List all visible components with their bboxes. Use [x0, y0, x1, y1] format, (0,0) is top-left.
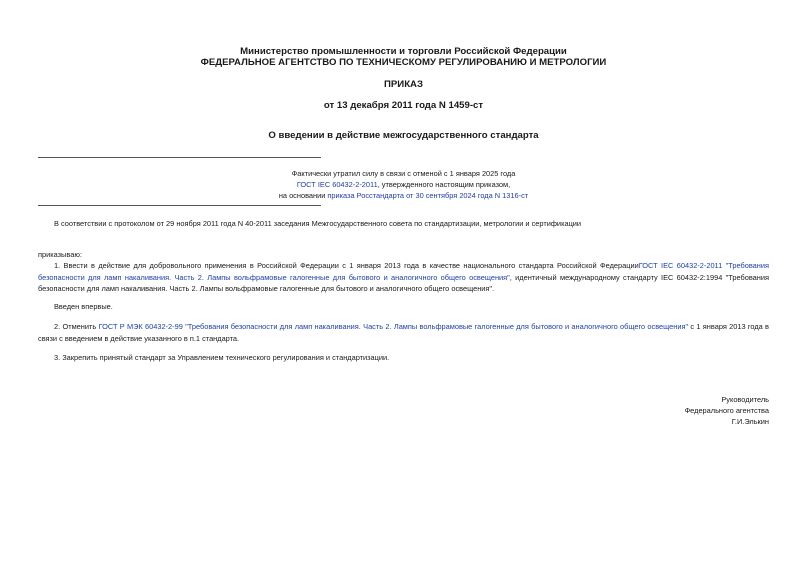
top-divider: [38, 157, 321, 158]
signature-name: Г.И.Элькин: [731, 417, 769, 426]
ministry-name: Министерство промышленности и торговли Российской Федерации: [240, 46, 567, 57]
gost-iec-60432-link[interactable]: ГОСТ IEC 60432-2-2011 "Требования безопасности для ламп накаливания. Часть 2. Лампы вольфрамовые галогенные для бытового и аналогичного общего освещения": [38, 261, 769, 282]
item-2-paragraph: [38, 321, 769, 344]
item-2-end: с 1 января 2013 года в связи с введением в действие указанного в п.1 стандарта.: [38, 322, 769, 343]
notice-line-2-text: , утвержденного настоящим приказом,: [377, 180, 511, 189]
preamble-paragraph: В соответствии с протоколом от 29 ноября 2011 года N 40-2011 заседания Межгосударственного совета по стандартизации, метрологии и сертификации: [54, 219, 582, 228]
item-3-paragraph: 3. Закрепить принятый стандарт за Управлением технического регулирования и стандартизации.: [54, 353, 390, 362]
item-1-start: 1. Ввести в действие для добровольного применения в Российской Федерации с 1 января 2013 года в качестве национального стандарта Российской Федерации: [54, 261, 639, 270]
item-1-end: , идентичный международному стандарту IEC 60432-2:1994 "Требования безопасности для ламп накаливания. Часть 2. Лампы вольфрамовые галогенные для бытового и аналогичного общего освещения".: [38, 272, 769, 293]
gost-iec-link[interactable]: ГОСТ IEC 60432-2-2011: [296, 180, 378, 189]
agency-name: ФЕДЕРАЛЬНОЕ АГЕНТСТВО ПО ТЕХНИЧЕСКОМУ РЕГУЛИРОВАНИЮ И МЕТРОЛОГИИ: [200, 57, 607, 68]
document-date-number: от 13 декабря 2011 года N 1459-ст: [323, 100, 484, 111]
signature-title: Руководитель: [721, 395, 769, 404]
notice-line-3-prefix: на основании: [278, 191, 328, 200]
document-title: О введении в действие межгосударственного стандарта: [268, 130, 539, 141]
order-word: приказываю:: [38, 250, 82, 259]
signature-block: [685, 394, 769, 427]
item-1-paragraph: [38, 260, 769, 295]
gost-r-iec-link[interactable]: ГОСТ Р МЭК 60432-2-99 "Требования безопасности для ламп накаливания. Часть 2. Лампы вольфрамовые галогенные для бытового и аналогичного общего освещения": [98, 322, 689, 331]
item-2-start: 2. Отменить: [54, 322, 99, 331]
rosstandart-order-link[interactable]: приказа Росстандарта от 30 сентября 2024 года N 1316-ст: [327, 191, 529, 200]
document-type: ПРИКАЗ: [384, 79, 423, 90]
notice-line-3: [0, 190, 807, 202]
bottom-divider: [38, 205, 321, 206]
notice-line-1: Фактически утратил силу в связи с отменой с 1 января 2025 года: [291, 169, 516, 178]
introduced-first: Введен впервые.: [54, 302, 113, 311]
signature-agency: Федерального агентства: [684, 406, 769, 415]
